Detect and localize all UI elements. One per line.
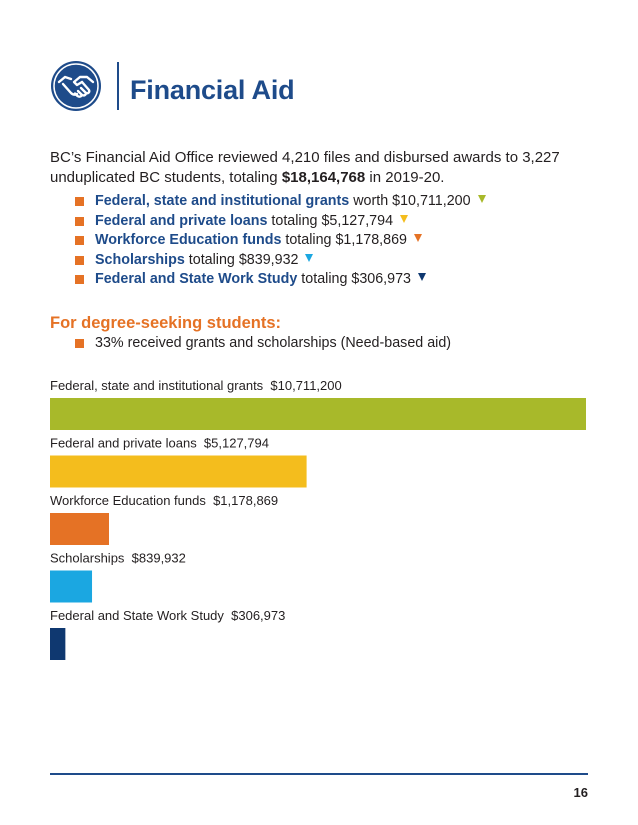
award-label: Federal and State Work Study: [95, 271, 298, 287]
bar: [50, 571, 92, 603]
list-item: [75, 212, 575, 232]
list-item: [75, 334, 451, 354]
award-amount: $1,178,869: [335, 232, 408, 248]
bullet-square-icon: [75, 217, 84, 226]
bullet-square-icon: [75, 197, 84, 206]
bullet-square-icon: [75, 256, 84, 265]
bar-label: Workforce Education funds $1,178,869: [50, 493, 279, 508]
list-item: [75, 192, 575, 212]
bar-label: Scholarships $839,932: [50, 550, 186, 566]
award-amount: $10,711,200: [392, 193, 471, 209]
degree-item-text: 33% received grants and scholarships (Need-based aid): [95, 335, 452, 351]
bullet-square-icon: [75, 236, 84, 245]
footer-divider: [50, 773, 588, 775]
bar-label: Federal, state and institutional grants $10,711,200: [50, 378, 342, 393]
intro-paragraph: [50, 148, 590, 188]
triangle-down-icon: [418, 273, 426, 281]
bar: [50, 513, 109, 545]
bullet-square-icon: [75, 275, 84, 284]
bar: [50, 628, 65, 660]
award-connector: totaling: [297, 271, 352, 287]
award-connector: worth: [349, 193, 393, 209]
intro-text-before: BC’s Financial Aid Office reviewed 4,210 files and disbursed awards to 3,227 unduplicated BC students, totaling: [50, 149, 560, 186]
triangle-down-icon: [414, 234, 422, 242]
list-item: [75, 251, 575, 271]
awards-bar-chart: [48, 372, 592, 662]
award-label: Federal, state and institutional grants: [95, 193, 350, 209]
list-item: [75, 231, 575, 251]
award-label: Workforce Education funds: [95, 232, 282, 248]
intro-total: $18,164,768: [281, 169, 366, 186]
award-connector: totaling: [184, 251, 239, 268]
page-title: Financial Aid: [130, 75, 295, 105]
degree-heading: For degree-seeking students:: [50, 314, 282, 332]
header-divider: [117, 62, 119, 110]
awards-list: [75, 192, 575, 290]
award-amount: $306,973: [351, 271, 412, 287]
triangle-down-icon: [400, 215, 408, 223]
triangle-down-icon: [478, 195, 486, 203]
bar-label: Federal and State Work Study $306,973: [50, 608, 286, 623]
triangle-down-icon: [305, 254, 313, 262]
degree-list: [75, 334, 451, 354]
handshake-icon: [50, 60, 102, 112]
bullet-square-icon: [75, 339, 84, 348]
bar: [50, 456, 307, 488]
award-connector: totaling: [267, 212, 322, 229]
bar: [50, 398, 586, 430]
page-number: 16: [573, 785, 588, 800]
award-connector: totaling: [281, 232, 336, 248]
award-label: Federal and private loans: [95, 212, 268, 229]
bar-label: Federal and private loans $5,127,794: [50, 435, 269, 451]
award-amount: $839,932: [238, 251, 299, 268]
award-amount: $5,127,794: [321, 212, 394, 229]
list-item: [75, 270, 575, 290]
intro-text-after: in 2019-20.: [365, 169, 445, 186]
award-label: Scholarships: [95, 251, 185, 268]
